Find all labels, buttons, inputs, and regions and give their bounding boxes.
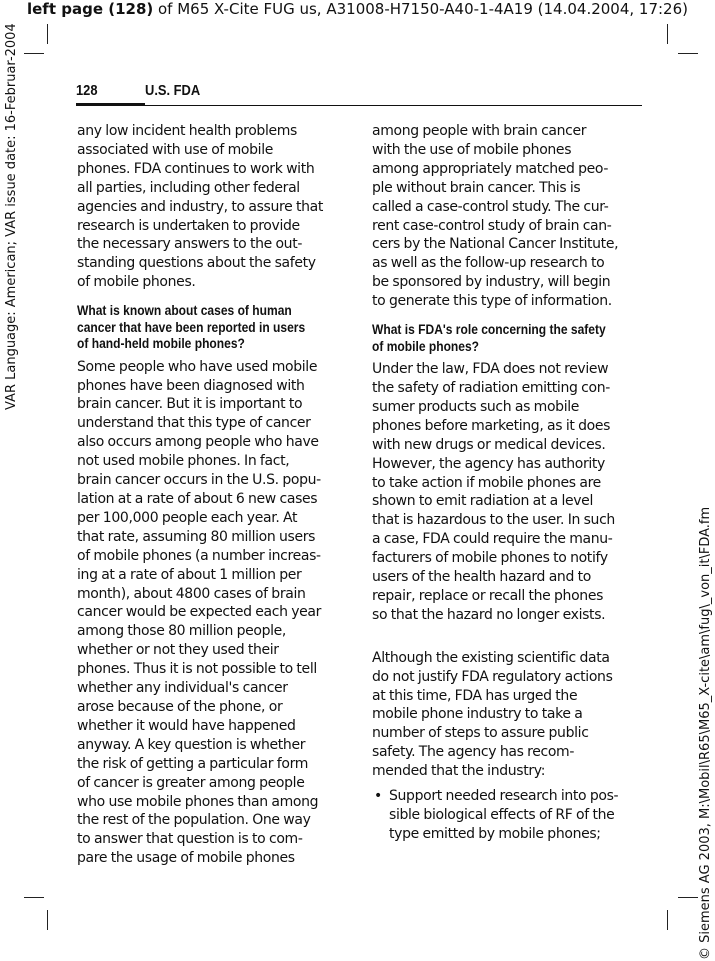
crop-mark: [678, 53, 698, 54]
left-column: [77, 122, 349, 868]
bullet-text: Support needed research into pos- sible biological effects of RF of the type emitted by mobile phones;: [389, 788, 619, 842]
print-header-detail: of M65 X-Cite FUG us, A31008-H7150-A40-1-4A19 (14.04.2004, 17:26): [153, 0, 688, 18]
crop-mark: [667, 910, 668, 930]
crop-mark: [24, 53, 44, 54]
print-header: [0, 0, 715, 18]
var-language-info: VAR Language: American; VAR issue date: 16-Februar-2004: [4, 23, 19, 410]
paragraph: Under the law, FDA does not review the safety of radiation emitting con- sumer products such as mobile phones before marketing, as it does with new drugs or medical devices. However, the agency has authority to take action if mobile phones are shown to emit radiation at a level that is hazardous to the user. In such a case, FDA could require the manu- facturers of mobile phones to notify users of the health hazard and to repair, replace or recall the phones so that the hazard no longer exists.: [372, 361, 615, 623]
side-info-left: [4, 23, 20, 410]
running-head: [76, 80, 642, 108]
right-column: [372, 122, 644, 844]
file-path-info: © Siemens AG 2003, M:\Mobil\R65\M65_X-cite\am\fug\_von_it\FDA.fm: [698, 506, 713, 960]
paragraph: among people with brain cancer with the use of mobile phones among appropriately matched peo- ple without brain cancer. This is called a case-control study. The cur- rent case-control study of brain can- cers by the National Cancer Institute, as well as the follow-up research to be sponsored by industry, will begin to generate this type of information.: [372, 123, 619, 310]
bullet-symbol: •: [374, 788, 382, 805]
section-title: U.S. FDA: [145, 82, 201, 99]
crop-mark: [678, 897, 698, 898]
bullet-item: [372, 787, 644, 844]
paragraph: Some people who have used mobile phones have been diagnosed with brain cancer. But it is important to understand that this type of cancer also occurs among people who have not used mobile phones. In fact, brain cancer occurs in the U.S. popu- lation at a rate of about 6 new cases per 100,000 people each year. At that rate, assuming 80 million users of mobile phones (a number increas- ing at a rate of about 1 million per month), about 4800 cases of brain cancer would be expected each year among those 80 million people, whether or not they used their phones. Thus it is not possible to tell whether any individual's cancer arose because of the phone, or whether it would have happened anyway. A key question is whether the risk of getting a particular form of cancer is greater among people who use mobile phones than among the rest of the population. One way to answer that question is to com- pare the usage of mobile phones: [77, 358, 322, 867]
page-number: 128: [76, 82, 98, 99]
print-header-label: left page (128): [26, 0, 154, 18]
paragraph: Although the existing scientific data do not justify FDA regulatory actions at this time, FDA has urged the mobile phone industry to take a number of steps to assure public safety. The agency has recom- mended that the industry:: [372, 649, 613, 780]
side-info-right: [698, 506, 714, 960]
crop-mark: [47, 24, 48, 44]
crop-mark: [667, 24, 668, 44]
crop-mark: [24, 897, 44, 898]
header-rule-thin: [145, 105, 642, 106]
header-rule-thick: [76, 103, 145, 106]
question-heading: What is FDA's role concerning the safety of mobile phones?: [372, 321, 606, 354]
crop-mark: [47, 910, 48, 930]
paragraph: any low incident health problems associated with use of mobile phones. FDA continues to work with all parties, including other federal agencies and industry, to assure that research is undertaken to provide the necessary answers to the out- standing questions about the safety of mobile phones.: [77, 123, 323, 291]
question-heading: What is known about cases of human cancer that have been reported in users of hand-held mobile phones?: [77, 302, 306, 352]
